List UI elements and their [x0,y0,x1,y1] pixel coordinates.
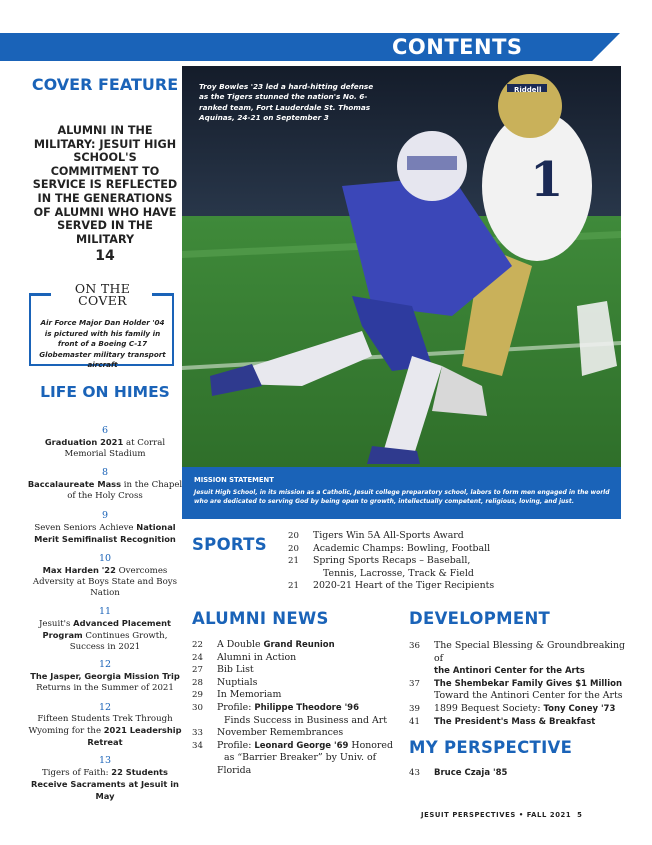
toc-item-nuptials[interactable]: 28 Nuptials [192,676,258,688]
footer-page-number: 5 [577,811,583,819]
cover-feature-heading: COVER FEATURE [31,75,179,94]
toc-item-spring-sports-recaps[interactable]: 21 Spring Sports Recaps – Baseball, Tennis, Lacrosse, Track & Field [288,555,474,579]
my-perspective-heading: MY PERSPECTIVE [409,738,573,757]
football-photo [182,66,621,467]
toc-item-bruce-czaja[interactable]: 43 Bruce Czaja '85 [409,768,508,778]
toc-item-page: 12 [98,659,112,670]
life-on-himes-heading: LIFE ON HIMES [40,383,170,401]
alumni-news-list [192,639,402,778]
toc-item-bequest-society[interactable]: 39 1899 Bequest Society: Tony Coney '73 [409,702,616,714]
development-list [409,640,634,728]
my-perspective-list [409,767,609,780]
footer-publication: JESUIT PERSPECTIVES • FALL 2021 [421,811,572,819]
mission-statement-text: Jesuit High School, in its mission as a Catholic, Jesuit college preparatory school, labors to form men engaged in the world who are dedicated to serving God by being open to growth, intellectually competent, religious, loving, and just. [194,489,610,506]
photo-caption: Troy Bowles '23 led a hard-hitting defense as the Tigers stunned the nation's No. 6-ranked team, Fort Lauderdale St. Thomas Aquinas, 24-21 on September 3 [199,82,374,122]
toc-item-leadership-retreat[interactable]: 12 Fifteen Students Trek Through Wyoming for the 2021 Leadership Retreat [24,702,186,749]
toc-item-all-sports-award[interactable]: 20 Tigers Win 5A All-Sports Award [288,530,464,541]
toc-item-page: 6 [101,425,109,436]
toc-item-advanced-placement[interactable]: 11 Jesuit's Advanced Placement Program Continues Growth, Success in 2021 [24,606,186,653]
development-heading: DEVELOPMENT [409,609,551,628]
contents-header-band [0,33,620,61]
toc-item-page: 10 [98,553,112,564]
toc-item-bib-list[interactable]: 27 Bib List [192,664,254,676]
toc-item-grand-reunion[interactable]: 22 A Double Grand Reunion [192,639,335,650]
toc-item-page: 11 [98,606,112,617]
toc-item-heart-of-the-tiger[interactable]: 21 2020-21 Heart of the Tiger Recipients [288,580,495,592]
toc-item-page: 13 [98,755,112,766]
toc-item-page: 12 [98,702,112,713]
toc-item-page: 9 [101,510,109,521]
toc-item-baccalaureate[interactable]: 8 Baccalaureate Mass in the Chapel of the Holy Cross [24,467,186,502]
sports-list [288,530,548,593]
toc-item-shembekar-family[interactable]: 37 The Shembekar Family Gives $1 Million Toward the Antinori Center for the Arts [409,678,623,702]
sports-heading: SPORTS [192,535,267,554]
mission-statement-box [182,467,621,519]
toc-item-page: 8 [101,467,109,478]
mission-statement-title: MISSION STATEMENT [194,476,274,484]
toc-item-graduation[interactable]: 6 Graduation 2021 at Corral Memorial Stadium [24,425,186,460]
on-the-cover-title: ON THE COVER [74,281,131,308]
jersey-number-text: 1 [530,152,564,208]
toc-item-in-memoriam[interactable]: 29 In Memoriam [192,689,282,701]
toc-item-alumni-in-action[interactable]: 24 Alumni in Action [192,651,297,663]
contents-title: CONTENTS [392,35,523,59]
toc-item-groundbreaking[interactable]: 36 The Special Blessing & Groundbreaking of the Antinori Center for the Arts [409,640,626,677]
toc-item-profile-theodore[interactable]: 30 Profile: Philippe Theodore '96 Finds Success in Business and Art [192,701,388,726]
toc-item-presidents-mass[interactable]: 41 The President's Mass & Breakfast [409,716,596,727]
page-footer [421,811,582,819]
cover-story-title[interactable]: ALUMNI IN THE MILITARY: JESUIT HIGH SCHOOL'S COMMITMENT TO SERVICE IS REFLECTED IN THE GENERATIONS OF ALUMNI WHO HAVE SERVED IN THE MILITARY [32,124,178,246]
on-the-cover-text: Air Force Major Dan Holder '04 is pictured with his family in front of a Boeing C-17 Globemaster military transport aircraft [39,318,166,370]
toc-item-max-harden[interactable]: 10 Max Harden '22 Overcomes Adversity at Boys State and Boys Nation [24,553,186,599]
toc-item-national-merit[interactable]: 9 Seven Seniors Achieve National Merit Semifinalist Recognition [24,510,186,546]
toc-item-academic-champs[interactable]: 20 Academic Champs: Bowling, Football [288,542,491,554]
toc-item-november-remembrances[interactable]: 33 November Remembrances [192,727,344,739]
cover-story-page: 14 [95,248,115,264]
toc-item-profile-george[interactable]: 34 Profile: Leonard George '69 Honored as “Barrier Breaker” by Univ. of Florida [192,739,393,776]
toc-item-tigers-of-faith[interactable]: 13 Tigers of Faith: 22 Students Receive Sacraments at Jesuit in May [24,755,186,803]
alumni-news-heading: ALUMNI NEWS [192,609,329,628]
football-tackle-illustration [182,66,621,467]
toc-item-mission-trip[interactable]: 12 The Jasper, Georgia Mission Trip Returns in the Summer of 2021 [24,659,186,694]
helmet-brand-text: Riddell [514,86,542,94]
